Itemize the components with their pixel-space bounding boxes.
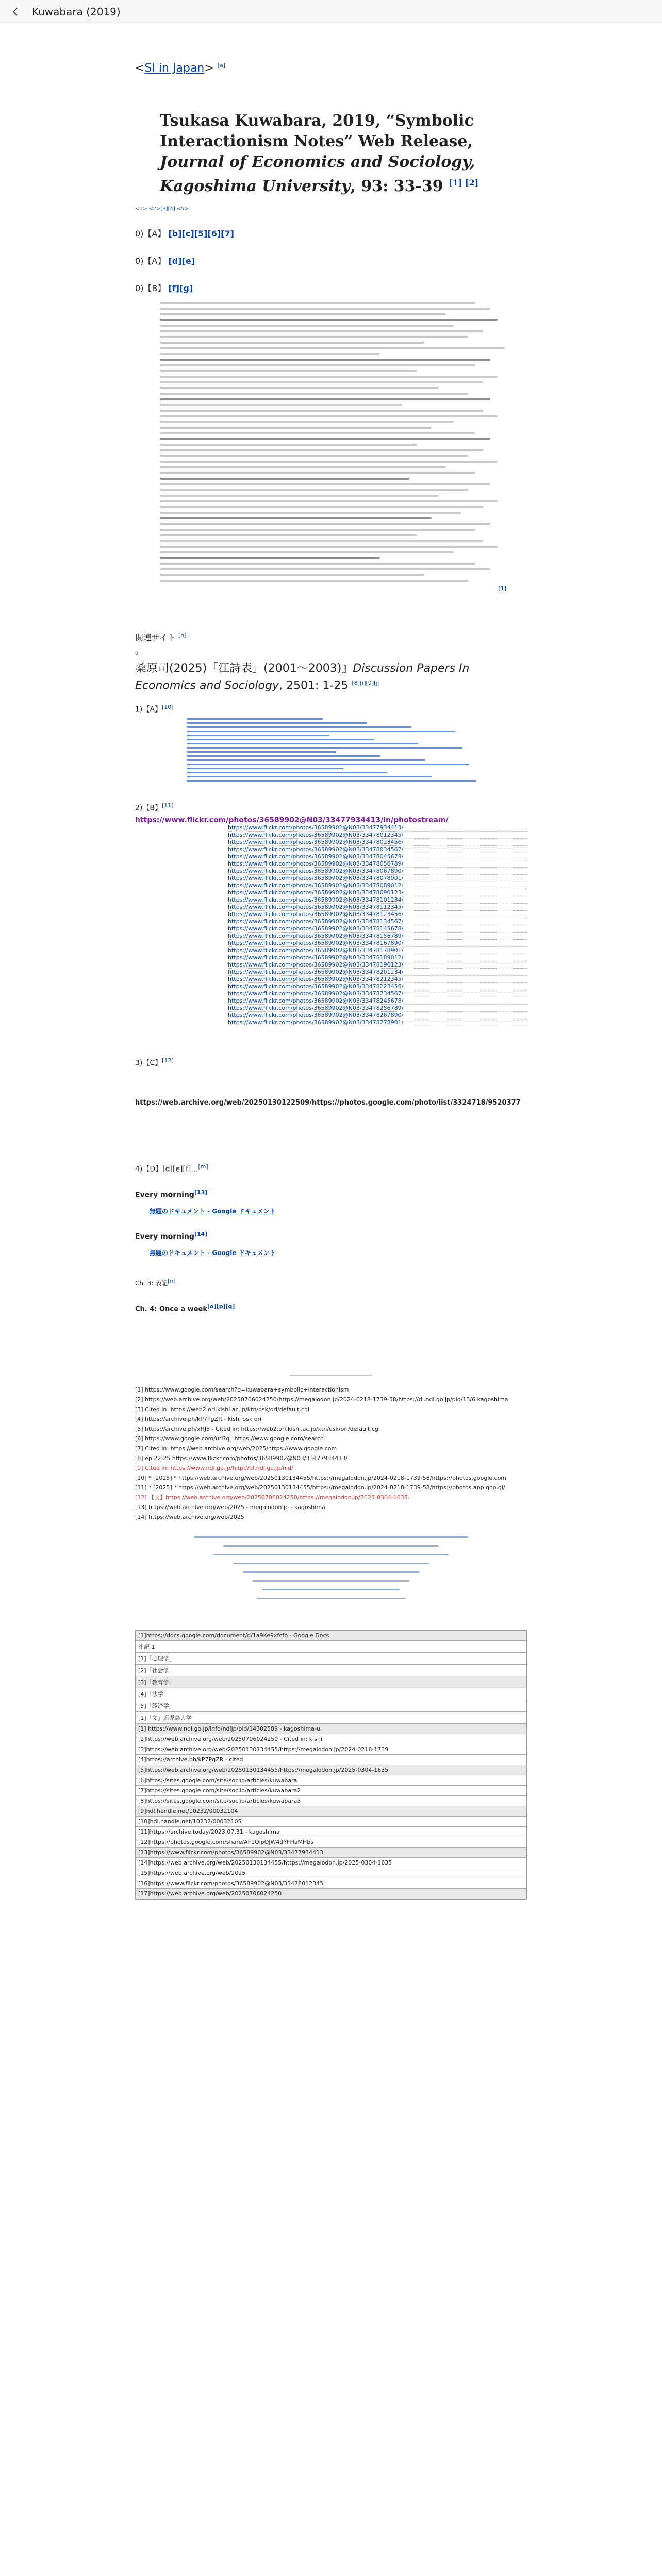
breadcrumb-ref[interactable]: [a] [217,62,226,69]
table-row[interactable]: [15]https://web.archive.org/web/2025 [136,1868,526,1878]
flickr-link[interactable]: https://www.flickr.com/photos/36589902@N03/33478089012/ [228,882,527,889]
flickr-link[interactable]: https://www.flickr.com/photos/36589902@N03/33478090123/ [228,889,527,896]
flickr-link[interactable]: https://www.flickr.com/photos/36589902@N03/33478212345/ [228,976,527,983]
link-line[interactable] [187,759,425,761]
body-text-line [160,551,454,553]
every-morning-1: Every morning[13] 無題のドキュメント - Google ドキュメント [135,1189,527,1215]
reference-item[interactable]: [8] ep.22-25 https://www.flickr.com/photos/36589902@N03/33477934413/ [135,1454,348,1462]
table-row[interactable]: [9]hdl.handle.net/10232/00032104 [136,1806,526,1817]
chapter-4: Ch. 4: Once a week[o][p][q] [135,1302,235,1313]
flickr-link[interactable]: https://www.flickr.com/photos/36589902@N03/33478034567/ [228,846,527,853]
link-line[interactable] [187,739,374,740]
flickr-link[interactable]: https://www.flickr.com/photos/36589902@N03/33478223456/ [228,983,527,990]
window-title: Kuwabara (2019) [32,6,121,18]
body-text-line [160,376,498,378]
body-text-line [160,580,468,582]
related-sites: 関連サイト [h] 0 [135,632,187,657]
body-text-line [160,563,475,565]
body-text-line [160,512,461,514]
body-text-line [160,466,446,468]
title-refs[interactable]: [1] [2] [449,178,479,188]
body-text-line [160,500,498,502]
breadcrumb-link[interactable]: SI in Japan [144,62,205,75]
archive-url[interactable]: https://web.archive.org/web/20250130122509/https://photos.google.com/photo/list/3324718/9520377 [135,1098,521,1107]
link-line[interactable] [187,764,469,765]
block-1-links[interactable] [187,718,527,782]
link-line[interactable] [187,726,411,728]
section-0a2: 0)【A】 [d][e] [135,256,195,266]
body-text-line [160,427,432,429]
centered-link-line[interactable] [223,1545,439,1547]
block-1: 1)【A】[10] [135,704,527,782]
flickr-link[interactable]: https://www.flickr.com/photos/36589902@N03/33478067890/ [228,868,527,875]
body-text-line [160,308,490,310]
table-row[interactable]: 注記 1 [136,1641,526,1653]
body-text-line [160,432,475,434]
table-row[interactable]: [10]hdl.handle.net/10232/00032105 [136,1817,526,1827]
body-text-line [160,370,417,372]
reference-item[interactable]: [14] https://web.archive.org/web/2025 [135,1513,244,1520]
flickr-link[interactable]: https://www.flickr.com/photos/36589902@N03/33477934413/ [228,824,527,832]
flickr-link-list [228,824,527,1026]
divider [290,1375,372,1376]
flickr-link[interactable]: https://www.flickr.com/photos/36589902@N03/33478078901/ [228,875,527,882]
body-text-line [160,472,475,474]
body-text-line [160,336,468,338]
body-text-line [160,523,490,525]
table-row[interactable]: [2]「社会学」 [136,1665,526,1676]
body-text-line [160,347,505,349]
table-row[interactable]: [5]「経済学」 [136,1700,526,1712]
every-morning-2: Every morning[14] 無題のドキュメント - Google ドキュメント [135,1231,527,1257]
body-text-line [160,393,468,395]
body-text-line [160,398,490,400]
table-row[interactable]: [8]https://sites.google.com/site/soclio/articles/kuwabara3 [136,1796,526,1806]
flickr-link[interactable]: https://www.flickr.com/photos/36589902@N03/33478101234/ [228,896,527,904]
body-text-line [160,404,402,406]
table-row[interactable]: [1]https://docs.google.com/document/d/1a9Ke9xfcfo - Google Docs [136,1631,526,1641]
window-titlebar [0,0,662,24]
block-4: 4)【D】[d][e][f]…[m] [135,1163,208,1174]
body-text-line [160,325,454,327]
flickr-link[interactable]: https://www.flickr.com/photos/36589902@N03/33478056789/ [228,860,527,868]
body-text-line [160,461,498,463]
flickr-link[interactable]: https://www.flickr.com/photos/36589902@N03/33478167890/ [228,940,527,947]
reference-item[interactable]: [11] * [2025] * https://web.archive.org/web/20250130134455/https://megalodon.jp/2024-0218-1739-58/https://photos.app.goo.gl/ [135,1484,505,1491]
centered-link-line[interactable] [262,1589,400,1590]
back-arrow-icon[interactable] [10,7,21,17]
reference-item[interactable]: [1] https://www.google.com/search?q=kuwabara+symbolic+interactionism [135,1386,349,1393]
flickr-link[interactable]: https://www.flickr.com/photos/36589902@N03/33478256789/ [228,1005,527,1012]
body-text-line [160,483,490,485]
body-text-lines [160,302,527,582]
reference-item[interactable]: [6] https://www.google.com/url?q=https://www.google.com/search [135,1435,324,1442]
body-text-line [160,546,498,548]
body-text-line [160,364,475,366]
link-line[interactable] [187,747,462,749]
reference-item[interactable]: [2] https://web.archive.org/web/20250706024250/https://megalodon.jp/2024-0218-1739-58/https://dl.ndl.go.jp/pid/13/6 kagoshima [135,1396,508,1403]
link-line[interactable] [187,743,418,744]
body-text-line [160,387,439,389]
link-line[interactable] [187,718,323,720]
link-line[interactable] [187,731,455,732]
table-row[interactable]: [16]https://www.flickr.com/photos/36589902@N03/33478012345 [136,1878,526,1889]
section-0a: 0)【A】 [b][c][5][6][7] [135,229,234,239]
centered-link-line[interactable] [213,1554,449,1555]
reference-item[interactable]: [5] https://archive.ph/xHJ5 - Cited in: https://web2.ori.kishi.ac.jp/ktn/osk/ori/default.cgi [135,1425,380,1432]
centered-link-line[interactable] [257,1598,406,1599]
body-text-line [160,319,498,321]
reference-item[interactable]: [12] 【文】https://web.archive.org/web/20250706024250/https://megalodon.jp/2025-0304-1635- [135,1494,410,1501]
centered-link-line[interactable] [194,1536,468,1538]
google-doc-link-1[interactable]: 無題のドキュメント - Google ドキュメント [150,1207,276,1215]
centered-link-line[interactable] [233,1563,429,1564]
body-text-line [160,495,439,497]
body-text-line [160,568,490,570]
body-text-line [160,330,483,332]
page-title: Tsukasa Kuwabara, 2019, “Symbolic Interactionism Notes” Web Release, Journal of Economics and Sociology, Kagoshima University, 93: 33-39 [1] [2] [160,112,479,195]
link-line[interactable] [187,755,380,757]
body-text-line [160,313,446,315]
table-row[interactable]: [2]https://web.archive.org/web/20250706024250 - Cited in: kishi [136,1734,526,1744]
centered-link-line[interactable] [253,1580,409,1582]
flickr-link[interactable]: https://www.flickr.com/photos/36589902@N03/33478045678/ [228,853,527,860]
table-row[interactable]: [17]https://web.archive.org/web/20250706024250 [136,1889,526,1899]
body-text-line [160,557,380,559]
body-end-ref[interactable]: [1] [498,585,506,592]
link-line[interactable] [187,768,343,769]
table-row[interactable]: [7]https://sites.google.com/site/soclio/articles/kuwabara2 [136,1786,526,1796]
section-0a-refs[interactable]: [b][c][5][6][7] [168,229,234,239]
link-line[interactable] [187,772,387,773]
section-0a2-refs[interactable]: [d][e] [168,256,195,266]
table-row[interactable]: [3]「教育学」 [136,1676,526,1688]
flickr-link[interactable]: https://www.flickr.com/photos/36589902@N03/33478112345/ [228,904,527,911]
body-text-line [160,444,417,446]
flickr-link[interactable]: https://www.flickr.com/photos/36589902@N03/33478156789/ [228,933,527,940]
flickr-main-link[interactable]: https://www.flickr.com/photos/36589902@N03/33477934413/in/photostream/ [135,816,449,824]
table-row[interactable]: [6]https://sites.google.com/site/soclio/articles/kuwabara [136,1775,526,1786]
link-line[interactable] [187,780,476,782]
body-text-line [160,534,417,536]
body-text-line [160,529,475,531]
flickr-link[interactable]: https://www.flickr.com/photos/36589902@N03/33478145678/ [228,925,527,933]
table-row[interactable]: [1]「心理学」 [136,1653,526,1665]
chapter-3: Ch. 3: 表記[n] [135,1277,176,1287]
table-row[interactable]: [3]https://web.archive.org/web/20250130134455/https://megalodon.jp/2024-0218-1739 [136,1744,526,1755]
flickr-link[interactable]: https://www.flickr.com/photos/36589902@N03/33478189012/ [228,954,527,961]
flickr-link[interactable]: https://www.flickr.com/photos/36589902@N03/33478134567/ [228,918,527,925]
table-row[interactable]: [12]https://photos.google.com/share/AF1QipOJW4dYFHaMHbs [136,1837,526,1848]
body-text-line [160,342,424,344]
notes-table [135,1630,527,1900]
body-text-line [160,540,483,542]
tiny-nav-links[interactable]: <1> <2>[3][4] <5> [135,206,189,212]
link-line[interactable] [187,735,329,736]
body-text-line [160,410,483,412]
link-line[interactable] [187,722,367,724]
flickr-link[interactable]: https://www.flickr.com/photos/36589902@N03/33478023456/ [228,839,527,846]
flickr-link[interactable]: https://www.flickr.com/photos/36589902@N03/33478278901/ [228,1019,527,1026]
reference-item[interactable]: [4] https://archive.ph/kP7PgZR - kishi osk ori [135,1415,262,1422]
block-3: 3)【C】[12] [135,1057,174,1067]
reference-item[interactable]: [9] Cited in: https://www.ndl.go.jp/hitp://dl.ndl.go.jp/nid/ [135,1464,293,1471]
body-text-line [160,574,424,576]
reference-item[interactable]: [7] Cited in: https://web.archive.org/web/2025/https://www.google.com [135,1445,337,1452]
table-row[interactable]: [4]「法学」 [136,1688,526,1700]
table-row[interactable]: [1]「文」鹿児島大学 [136,1712,526,1724]
reference-item[interactable]: [3] Cited in: https://web2.ori.kishi.ac.jp/ktn/osk/ori/default.cgi [135,1405,309,1413]
flickr-link[interactable]: https://www.flickr.com/photos/36589902@N03/33478190123/ [228,961,527,969]
table-row[interactable]: [13]https://www.flickr.com/photos/36589902@N03/33477934413 [136,1848,526,1858]
body-text-line [160,449,483,451]
body-text-line [160,517,432,519]
table-row[interactable]: [11]https://archive.today/2023.07.31 - kagoshima [136,1827,526,1837]
block-2: 2)【B】[11] https://www.flickr.com/photos/36589902@N03/33477934413/in/photostream/ https://www.flickr.com/photos/36589902@N03/33477934413/ https://www.flickr.com/photos/36589902@N03/33478012345/ https://www.flickr.com/photos/36589902@N03/33478023456/ https://www.flickr.com/photos/36589902@N03/33478034567/ https://www.flickr.com/photos/36589902@N03/33478045678/ https://www.flickr.com/photos/36589902@N03/33478056789/ https://www.flickr.com/photos/36589902@N03/33478067890/ https://www.flickr.com/photos/36589902@N03/33478078901/ https://www.flickr.com/photos/36589902@N03/33478089012/ https://www.flickr.com/photos/36589902@N03/33478090123/ https://www.flickr.com/photos/36589902@N03/33478101234/ https://www.flickr.com/photos/36589902@N03/33478112345/ https://www.flickr.com/photos/36589902@N03/33478123456/ https://www.flickr.com/photos/36589902@N03/33478134567/ https://www.flickr.com/photos/36589902@N03/33478145678/ https://www.flickr.com/photos/36589902@N03/33478156789/ https://www.flickr.com/photos/36589902@N03/33478167890/ https://www.flickr.com/photos/36589902@N03/33478178901/ https://www.flickr.com/photos/36589902@N03/33478189012/ https://www.flickr.com/photos/36589902@N03/33478190123/ https://www.flickr.com/photos/36589902@N03/33478201234/ https://www.flickr.com/photos/36589902@N03/33478212345/ https://www.flickr.com/photos/36589902@N03/33478223456/ https://www.flickr.com/photos/36589902@N03/33478234567/ https://www.flickr.com/photos/36589902@N03/33478245678/ https://www.flickr.com/photos/36589902@N03/33478256789/ https://www.flickr.com/photos/36589902@N03/33478267890/ https://www.flickr.com/photos/36589902@N03/33478278901/ [135,802,527,1026]
link-line[interactable] [187,776,432,777]
centered-link-line[interactable] [243,1571,419,1573]
body-text-line [160,506,483,508]
flickr-link[interactable]: https://www.flickr.com/photos/36589902@N03/33478245678/ [228,997,527,1005]
flickr-link[interactable]: https://www.flickr.com/photos/36589902@N03/33478178901/ [228,947,527,954]
table-row[interactable]: [1] https://www.ndl.go.jp/info/ndljp/pid/14302589 - kagoshima-u [136,1724,526,1734]
table-row[interactable]: [5]https://web.archive.org/web/20250130134455/https://megalodon.jp/2025-0304-1635 [136,1765,526,1775]
body-text-line [160,438,490,440]
flickr-link[interactable]: https://www.flickr.com/photos/36589902@N03/33478234567/ [228,990,527,997]
centered-link-lines [135,1536,527,1599]
section-0b: 0)【B】 [f][g] [135,283,193,293]
breadcrumb: <SI in Japan> [a] [135,62,226,75]
references-list [135,1386,527,1521]
body-text-line [160,415,498,417]
main-content [135,62,527,1900]
body-text-line [160,302,475,304]
body-text-line [160,478,409,480]
link-line[interactable] [187,751,336,753]
body-text-line [160,353,380,355]
body-text-line [160,359,490,361]
table-row[interactable]: [4]https://archive.ph/kP7PgZR - cited [136,1755,526,1765]
section-0b-refs[interactable]: [f][g] [168,283,193,293]
reference-entry: 桑原司(2025)「江詩表」(2001〜2003)』Discussion Papers In Economics and Sociology, 2501: 1-25 [8][i][9][j] [135,662,470,692]
reference-item[interactable]: [10] * [2025] * https://web.archive.org/web/20250130134455/https://megalodon.jp/2024-0218-1739-58/https://photos.google.com [135,1474,507,1481]
table-row[interactable]: [14]https://web.archive.org/web/20250130134455/https://megalodon.jp/2025-0304-1635 [136,1858,526,1868]
flickr-link[interactable]: https://www.flickr.com/photos/36589902@N03/33478012345/ [228,832,527,839]
flickr-link[interactable]: https://www.flickr.com/photos/36589902@N03/33478201234/ [228,969,527,976]
reference-item[interactable]: [13] https://web.archive.org/web/2025 - megalodon.jp - kagoshima [135,1503,325,1511]
body-text-line [160,421,454,423]
flickr-link[interactable]: https://www.flickr.com/photos/36589902@N03/33478267890/ [228,1012,527,1019]
body-text-line [160,381,483,383]
google-doc-link-2[interactable]: 無題のドキュメント - Google ドキュメント [150,1249,276,1257]
body-text-line [160,455,468,457]
body-text-line [160,489,468,491]
flickr-link[interactable]: https://www.flickr.com/photos/36589902@N03/33478123456/ [228,911,527,918]
